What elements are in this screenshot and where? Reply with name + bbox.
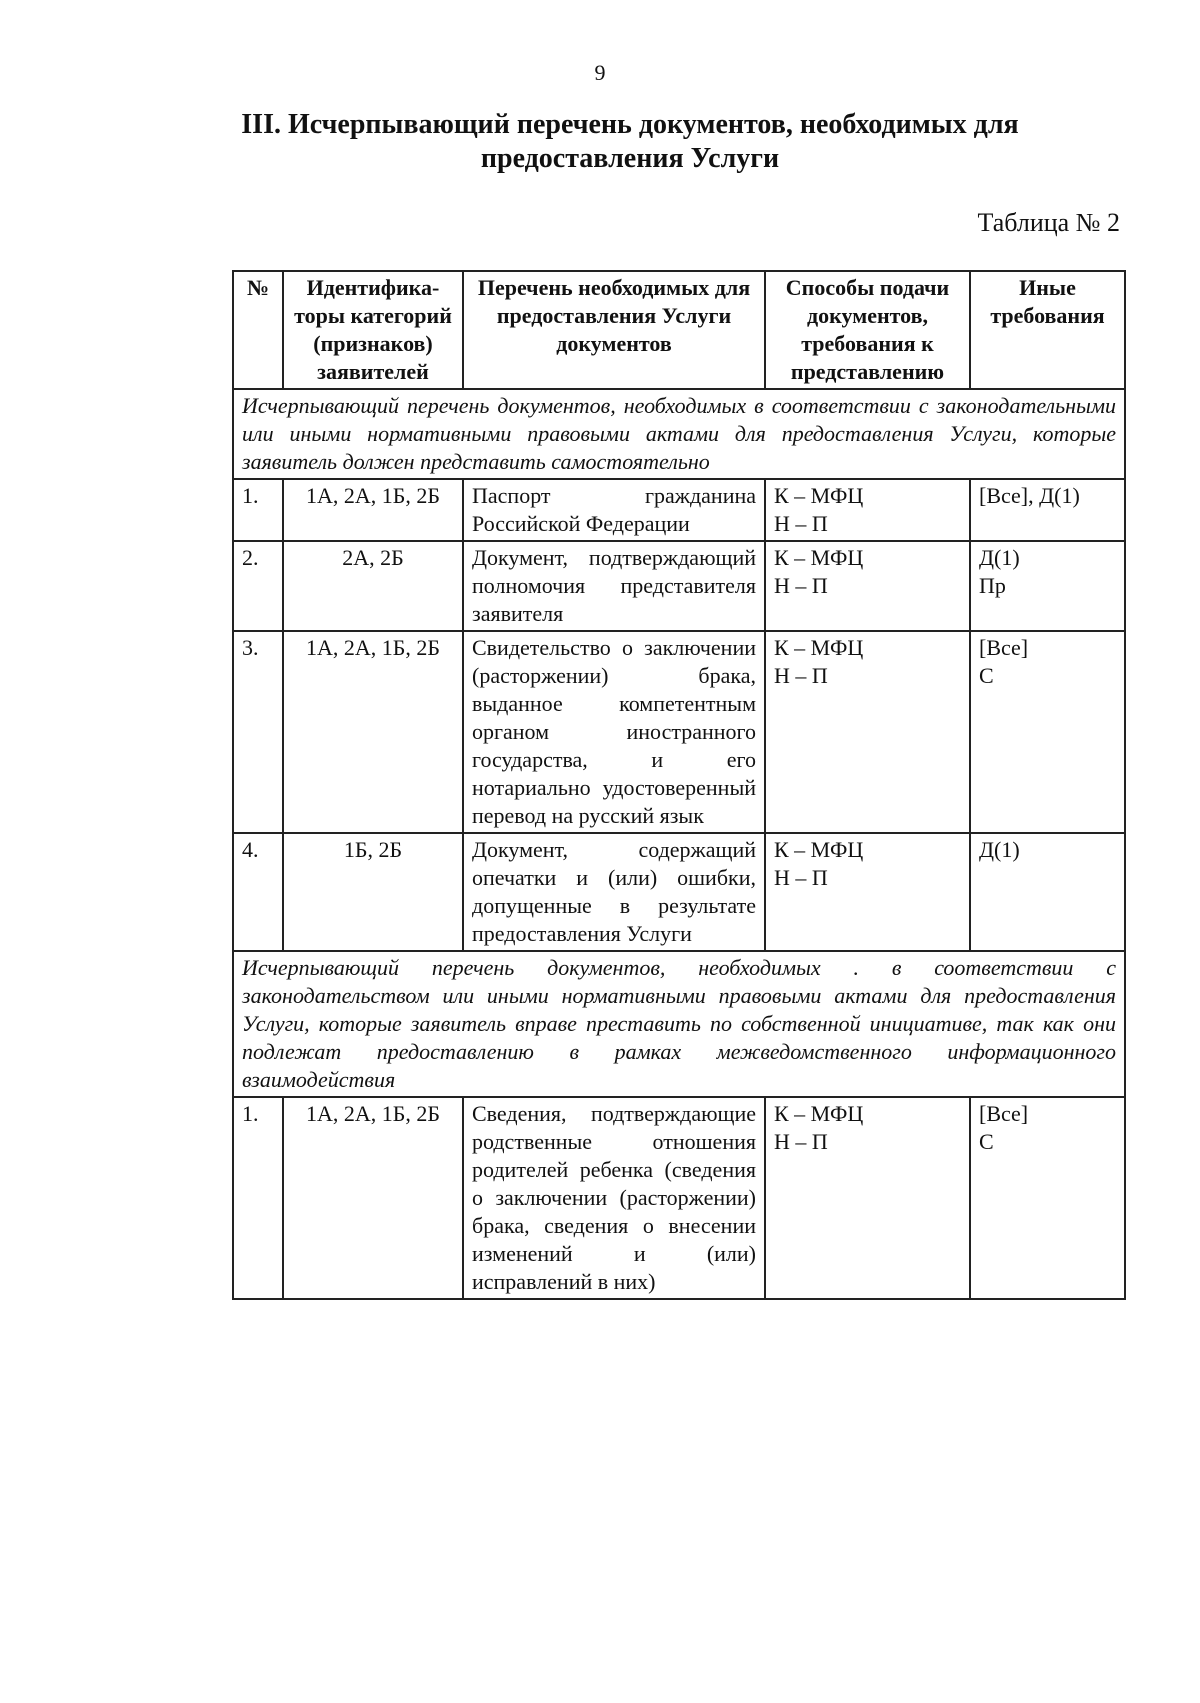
other-line-1: [Все], Д(1)	[979, 483, 1080, 508]
row-identifiers: 1А, 2А, 1Б, 2Б	[283, 479, 463, 541]
method-line-1: К – МФЦ	[774, 545, 864, 570]
row-methods	[765, 1097, 970, 1299]
method-line-2: Н – П	[774, 511, 828, 536]
row-num: 4.	[233, 833, 283, 951]
row-other	[970, 479, 1125, 541]
title-line-2: предоставления Услуги	[480, 143, 780, 174]
header-documents: Перечень необходимых для предоставления Услуги документов	[463, 271, 765, 389]
table-row	[233, 1097, 1125, 1299]
row-identifiers: 1А, 2А, 1Б, 2Б	[283, 1097, 463, 1299]
table-row	[233, 833, 1125, 951]
other-line-2: С	[979, 663, 994, 688]
row-document: Сведения, подтверждающие родственные отношения родителей ребенка (сведения о заключении (расторжении) брака, сведения о внесении изменений и (или) исправлений в них)	[463, 1097, 765, 1299]
header-other: Иные требования	[970, 271, 1125, 389]
row-methods	[765, 833, 970, 951]
row-methods	[765, 631, 970, 833]
table-header-row	[233, 271, 1125, 389]
page-title	[180, 108, 1080, 176]
documents-table	[232, 270, 1126, 1300]
row-other	[970, 1097, 1125, 1299]
row-document: Свидетельство о заключении (расторжении) брака, выданное компетентным органом иностранного государства, и его нотариально удостоверенный перевод на русский язык	[463, 631, 765, 833]
method-line-2: Н – П	[774, 573, 828, 598]
page-number: 9	[594, 60, 606, 85]
row-identifiers: 2А, 2Б	[283, 541, 463, 631]
other-line-1: Д(1)	[979, 545, 1020, 570]
other-line-2: Пр	[979, 573, 1006, 598]
row-num: 2.	[233, 541, 283, 631]
section-row-1	[233, 389, 1125, 479]
section-row-2	[233, 951, 1125, 1097]
header-num: №	[233, 271, 283, 389]
other-line-2: С	[979, 1129, 994, 1154]
row-num: 1.	[233, 1097, 283, 1299]
row-document: Документ, содержащий опечатки и (или) ошибки, допущенные в результате предоставления Услуги	[463, 833, 765, 951]
table-row	[233, 541, 1125, 631]
method-line-1: К – МФЦ	[774, 635, 864, 660]
title-line-1: III. Исчерпывающий перечень документов, необходимых для	[241, 109, 1019, 140]
section-heading-2: Исчерпывающий перечень документов, необходимых . в соответствии с законодательством или иными нормативными правовыми актами для предоставления Услуги, которые заявитель вправе преставить по собственной инициативе, так как они подлежат предоставлению в рамках межведомственного информационного взаимодействия	[233, 951, 1125, 1097]
header-identifiers: Идентифика-торы категорий (признаков) заявителей	[283, 271, 463, 389]
row-identifiers: 1Б, 2Б	[283, 833, 463, 951]
method-line-2: Н – П	[774, 1129, 828, 1154]
header-methods: Способы подачи документов, требования к представлению	[765, 271, 970, 389]
row-document: Паспорт гражданина Российской Федерации	[463, 479, 765, 541]
table-caption: Таблица № 2	[977, 208, 1120, 237]
table-row	[233, 631, 1125, 833]
other-line-1: Д(1)	[979, 837, 1020, 862]
method-line-1: К – МФЦ	[774, 1101, 864, 1126]
section-heading-1: Исчерпывающий перечень документов, необходимых в соответствии с законодательными или иными нормативными правовыми актами для предоставления Услуги, которые заявитель должен представить самостоятельно	[233, 389, 1125, 479]
row-methods	[765, 541, 970, 631]
method-line-2: Н – П	[774, 663, 828, 688]
row-other	[970, 541, 1125, 631]
row-other	[970, 833, 1125, 951]
other-line-1: [Все]	[979, 635, 1029, 660]
other-line-1: [Все]	[979, 1101, 1029, 1126]
method-line-1: К – МФЦ	[774, 483, 864, 508]
row-identifiers: 1А, 2А, 1Б, 2Б	[283, 631, 463, 833]
row-document: Документ, подтверждающий полномочия представителя заявителя	[463, 541, 765, 631]
row-num: 1.	[233, 479, 283, 541]
row-methods	[765, 479, 970, 541]
table-row	[233, 479, 1125, 541]
method-line-2: Н – П	[774, 865, 828, 890]
method-line-1: К – МФЦ	[774, 837, 864, 862]
row-other	[970, 631, 1125, 833]
row-num: 3.	[233, 631, 283, 833]
